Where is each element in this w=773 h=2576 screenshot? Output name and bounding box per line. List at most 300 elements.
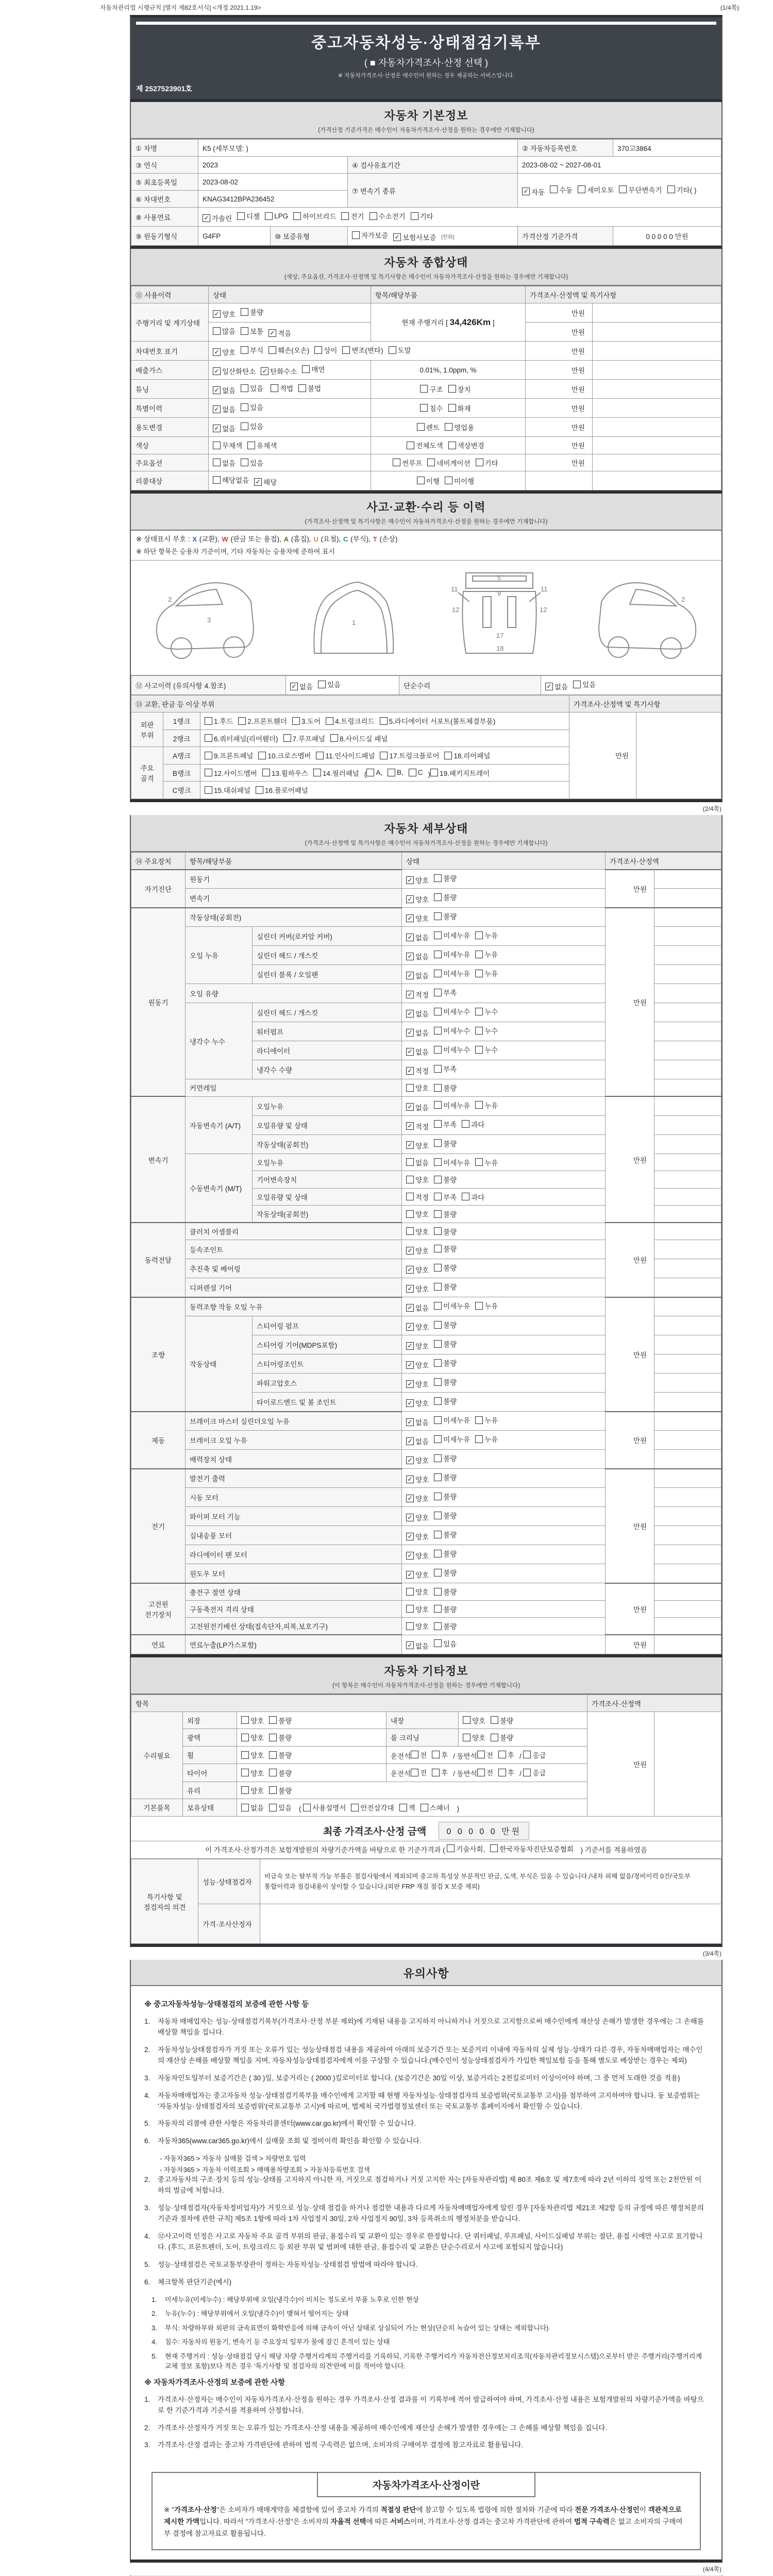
checkbox-option[interactable] xyxy=(490,1843,573,1854)
checkbox-option[interactable] xyxy=(269,1732,292,1742)
checkbox-option[interactable] xyxy=(434,1226,457,1236)
checkbox-option[interactable] xyxy=(475,1025,498,1036)
checkbox[interactable] xyxy=(313,769,321,776)
checkbox[interactable] xyxy=(434,1321,442,1329)
checkbox-option[interactable] xyxy=(298,383,321,393)
checkbox-option[interactable] xyxy=(406,1302,429,1313)
checkbox-checked[interactable]: ✓ xyxy=(406,1514,414,1521)
checkbox-option[interactable] xyxy=(213,423,236,433)
checkbox-option[interactable] xyxy=(420,384,443,394)
checkbox-option[interactable] xyxy=(434,1586,457,1597)
checkbox[interactable] xyxy=(302,365,310,373)
checkbox[interactable] xyxy=(269,1769,277,1776)
checkbox-option[interactable] xyxy=(406,1493,429,1503)
checkbox-option[interactable] xyxy=(522,187,545,197)
checkbox-option[interactable] xyxy=(342,345,383,355)
checkbox[interactable] xyxy=(262,769,270,776)
checkbox[interactable] xyxy=(434,1493,442,1500)
checkbox[interactable] xyxy=(269,1716,277,1724)
checkbox-option[interactable] xyxy=(205,768,257,778)
checkbox-option[interactable] xyxy=(261,366,297,376)
checkbox-option[interactable] xyxy=(491,1732,513,1742)
checkbox[interactable] xyxy=(523,1769,531,1776)
checkbox[interactable] xyxy=(434,989,442,996)
checkbox-option[interactable] xyxy=(434,1491,457,1501)
checkbox[interactable] xyxy=(303,1804,311,1811)
checkbox[interactable] xyxy=(393,459,400,466)
checkbox-option[interactable] xyxy=(326,716,374,726)
checkbox[interactable] xyxy=(475,931,483,939)
checkbox[interactable] xyxy=(434,1435,442,1443)
checkbox[interactable] xyxy=(241,308,248,316)
checkbox-option[interactable] xyxy=(290,681,313,691)
checkbox-checked[interactable]: ✓ xyxy=(203,214,210,222)
checkbox-checked[interactable]: ✓ xyxy=(406,1641,414,1649)
checkbox[interactable] xyxy=(318,681,326,688)
checkbox-option[interactable] xyxy=(432,1750,448,1760)
checkbox-option[interactable] xyxy=(205,785,250,795)
checkbox[interactable] xyxy=(434,1065,442,1073)
checkbox-option[interactable] xyxy=(434,968,470,978)
checkbox-option[interactable] xyxy=(475,949,498,959)
checkbox[interactable] xyxy=(445,477,452,484)
checkbox[interactable] xyxy=(434,1588,442,1596)
checkbox[interactable] xyxy=(399,1804,407,1811)
checkbox-checked[interactable]: ✓ xyxy=(254,478,262,486)
checkbox-option[interactable] xyxy=(406,989,429,999)
checkbox-checked[interactable]: ✓ xyxy=(406,1285,414,1293)
checkbox-checked[interactable]: ✓ xyxy=(406,1266,414,1274)
checkbox-option[interactable] xyxy=(406,1436,429,1446)
checkbox[interactable] xyxy=(205,786,212,794)
checkbox-option[interactable] xyxy=(406,1157,429,1167)
checkbox-option[interactable] xyxy=(269,1750,292,1760)
checkbox-option[interactable] xyxy=(463,1732,485,1742)
checkbox-option[interactable] xyxy=(463,1715,485,1725)
checkbox-checked[interactable]: ✓ xyxy=(406,953,414,960)
checkbox[interactable] xyxy=(448,442,456,449)
checkbox-option[interactable] xyxy=(213,440,242,450)
checkbox[interactable] xyxy=(241,1734,249,1741)
checkbox-option[interactable] xyxy=(380,716,496,726)
checkbox[interactable] xyxy=(316,752,324,759)
checkbox[interactable] xyxy=(269,1734,277,1741)
checkbox[interactable] xyxy=(389,346,396,354)
checkbox[interactable] xyxy=(434,1158,442,1166)
checkbox-option[interactable] xyxy=(237,211,260,221)
checkbox-option[interactable] xyxy=(406,1245,429,1256)
checkbox[interactable] xyxy=(420,385,428,393)
checkbox[interactable] xyxy=(475,1416,483,1424)
checkbox-option[interactable] xyxy=(434,1358,457,1368)
checkbox[interactable] xyxy=(341,212,349,220)
checkbox[interactable] xyxy=(444,752,452,759)
checkbox-checked[interactable]: ✓ xyxy=(213,367,221,375)
checkbox-option[interactable] xyxy=(434,1377,457,1387)
checkbox-checked[interactable]: ✓ xyxy=(406,1495,414,1502)
checkbox-option[interactable] xyxy=(475,1300,498,1311)
checkbox[interactable] xyxy=(213,442,221,449)
checkbox-option[interactable] xyxy=(247,440,277,450)
checkbox[interactable] xyxy=(434,912,442,920)
checkbox[interactable] xyxy=(352,231,360,239)
checkbox[interactable] xyxy=(241,1786,249,1794)
checkbox-option[interactable] xyxy=(203,213,232,223)
checkbox[interactable] xyxy=(241,384,248,392)
checkbox[interactable] xyxy=(434,1397,442,1405)
checkbox-option[interactable] xyxy=(213,457,236,468)
checkbox[interactable] xyxy=(406,1176,414,1183)
checkbox-option[interactable] xyxy=(417,476,440,486)
checkbox[interactable] xyxy=(462,1120,469,1128)
checkbox[interactable] xyxy=(434,951,442,958)
checkbox-option[interactable] xyxy=(475,1415,498,1425)
checkbox-checked[interactable]: ✓ xyxy=(406,1476,414,1483)
checkbox-checked[interactable]: ✓ xyxy=(406,914,414,922)
checkbox-option[interactable] xyxy=(241,421,263,431)
checkbox[interactable] xyxy=(406,1210,414,1218)
checkbox[interactable] xyxy=(406,1158,414,1166)
checkbox-option[interactable] xyxy=(406,1192,429,1202)
checkbox-option[interactable] xyxy=(434,1209,457,1219)
checkbox-option[interactable] xyxy=(265,212,288,220)
checkbox[interactable] xyxy=(434,893,442,901)
checkbox[interactable] xyxy=(434,1027,442,1035)
checkbox[interactable] xyxy=(265,212,273,220)
checkbox-checked[interactable]: ✓ xyxy=(406,934,414,941)
checkbox-option[interactable] xyxy=(477,1767,493,1777)
checkbox-option[interactable] xyxy=(475,968,498,978)
checkbox-option[interactable] xyxy=(313,768,359,778)
checkbox[interactable] xyxy=(417,477,425,484)
checkbox-option[interactable] xyxy=(406,1604,429,1614)
checkbox-option[interactable] xyxy=(406,1082,429,1093)
checkbox-option[interactable] xyxy=(434,1638,457,1649)
checkbox[interactable] xyxy=(434,1473,442,1481)
checkbox-option[interactable] xyxy=(406,1321,429,1332)
checkbox[interactable] xyxy=(388,769,395,776)
checkbox-option[interactable] xyxy=(406,1046,429,1057)
checkbox[interactable] xyxy=(380,717,388,725)
checkbox-option[interactable] xyxy=(432,1767,448,1777)
checkbox-option[interactable] xyxy=(406,1455,429,1465)
checkbox-option[interactable] xyxy=(369,211,406,221)
checkbox-option[interactable] xyxy=(406,1121,429,1131)
checkbox-checked[interactable]: ✓ xyxy=(406,1067,414,1075)
checkbox[interactable] xyxy=(409,769,416,776)
checkbox[interactable] xyxy=(434,1176,442,1183)
checkbox-option[interactable] xyxy=(434,1548,457,1558)
checkbox-option[interactable] xyxy=(434,1119,457,1129)
checkbox[interactable] xyxy=(434,1227,442,1235)
checkbox-option[interactable] xyxy=(434,1063,457,1074)
checkbox-option[interactable] xyxy=(434,1529,457,1539)
checkbox-option[interactable] xyxy=(293,211,336,221)
checkbox[interactable] xyxy=(434,1283,442,1291)
checkbox-option[interactable] xyxy=(434,1281,457,1292)
checkbox-option[interactable] xyxy=(434,1396,457,1406)
checkbox-option[interactable] xyxy=(388,769,404,776)
checkbox[interactable] xyxy=(434,1245,442,1252)
checkbox-checked[interactable]: ✓ xyxy=(406,1342,414,1350)
checkbox[interactable] xyxy=(351,1804,359,1811)
checkbox[interactable] xyxy=(326,717,333,725)
checkbox-option[interactable] xyxy=(498,1767,514,1777)
checkbox[interactable] xyxy=(406,1622,414,1630)
checkbox-option[interactable] xyxy=(434,1415,470,1425)
checkbox-option[interactable] xyxy=(406,1417,429,1427)
checkbox-checked[interactable]: ✓ xyxy=(406,1029,414,1037)
checkbox[interactable] xyxy=(241,1769,249,1776)
checkbox[interactable] xyxy=(238,717,246,725)
checkbox-checked[interactable]: ✓ xyxy=(406,1380,414,1388)
checkbox-option[interactable] xyxy=(316,750,375,760)
checkbox-option[interactable] xyxy=(241,402,263,412)
checkbox-checked[interactable]: ✓ xyxy=(393,233,401,241)
checkbox[interactable] xyxy=(475,1158,483,1166)
checkbox-option[interactable] xyxy=(406,1264,429,1275)
checkbox-option[interactable] xyxy=(434,1044,470,1055)
checkbox-option[interactable] xyxy=(409,769,423,776)
checkbox-option[interactable] xyxy=(238,716,287,726)
checkbox-checked[interactable]: ✓ xyxy=(406,1437,414,1445)
checkbox-option[interactable] xyxy=(366,769,382,776)
checkbox-option[interactable] xyxy=(434,911,457,921)
checkbox-option[interactable] xyxy=(550,184,573,195)
checkbox[interactable] xyxy=(411,212,418,220)
checkbox-option[interactable] xyxy=(241,1715,264,1725)
checkbox[interactable] xyxy=(432,1769,440,1776)
checkbox-option[interactable] xyxy=(292,716,321,726)
checkbox-option[interactable] xyxy=(434,1174,457,1184)
checkbox[interactable] xyxy=(406,1588,414,1596)
checkbox-checked[interactable]: ✓ xyxy=(406,1048,414,1056)
checkbox-option[interactable] xyxy=(578,184,614,195)
checkbox[interactable] xyxy=(445,423,452,431)
checkbox-option[interactable] xyxy=(268,345,309,355)
checkbox[interactable] xyxy=(434,1531,442,1538)
checkbox-option[interactable] xyxy=(407,440,443,450)
checkbox-option[interactable] xyxy=(434,1100,470,1110)
checkbox[interactable] xyxy=(241,346,248,354)
checkbox-option[interactable] xyxy=(406,1008,429,1019)
checkbox[interactable] xyxy=(432,1751,440,1758)
checkbox[interactable] xyxy=(434,1302,442,1310)
checkbox-option[interactable] xyxy=(213,326,236,336)
checkbox[interactable] xyxy=(406,1193,414,1200)
checkbox-option[interactable] xyxy=(434,1006,470,1016)
checkbox[interactable] xyxy=(434,1639,442,1647)
checkbox-checked[interactable]: ✓ xyxy=(406,1456,414,1464)
checkbox-option[interactable] xyxy=(434,1082,457,1093)
checkbox[interactable] xyxy=(434,1622,442,1630)
checkbox-option[interactable] xyxy=(352,230,388,240)
checkbox-option[interactable] xyxy=(330,733,388,743)
checkbox-checked[interactable]: ✓ xyxy=(213,310,221,318)
checkbox-checked[interactable]: ✓ xyxy=(406,1418,414,1426)
checkbox[interactable] xyxy=(430,769,438,776)
checkbox-option[interactable] xyxy=(269,1715,292,1725)
checkbox-option[interactable] xyxy=(406,1283,429,1294)
checkbox[interactable] xyxy=(434,970,442,977)
checkbox[interactable] xyxy=(667,185,675,193)
checkbox-checked[interactable]: ✓ xyxy=(406,1141,414,1149)
checkbox[interactable] xyxy=(420,404,428,412)
checkbox-option[interactable] xyxy=(430,768,490,778)
checkbox-option[interactable] xyxy=(213,385,236,395)
checkbox[interactable] xyxy=(241,1804,249,1811)
checkbox-option[interactable] xyxy=(268,328,291,338)
checkbox[interactable] xyxy=(434,1605,442,1613)
checkbox-option[interactable] xyxy=(406,1140,429,1150)
checkbox[interactable] xyxy=(434,1512,442,1519)
checkbox-option[interactable] xyxy=(303,1802,346,1812)
checkbox[interactable] xyxy=(271,384,278,392)
checkbox-option[interactable] xyxy=(445,422,474,432)
checkbox-checked[interactable]: ✓ xyxy=(406,1323,414,1331)
checkbox-checked[interactable]: ✓ xyxy=(213,405,221,413)
checkbox[interactable] xyxy=(434,1084,442,1092)
checkbox-option[interactable] xyxy=(406,1341,429,1351)
checkbox-option[interactable] xyxy=(406,951,429,961)
checkbox[interactable] xyxy=(269,1751,277,1759)
checkbox[interactable] xyxy=(434,1550,442,1557)
checkbox[interactable] xyxy=(417,423,425,431)
checkbox-checked[interactable]: ✓ xyxy=(406,895,414,903)
checkbox-option[interactable] xyxy=(406,1102,429,1112)
checkbox[interactable] xyxy=(406,1605,414,1613)
checkbox-option[interactable] xyxy=(619,184,662,195)
checkbox-option[interactable] xyxy=(477,1750,493,1760)
checkbox-option[interactable] xyxy=(434,892,457,902)
checkbox[interactable] xyxy=(237,212,245,220)
checkbox-option[interactable] xyxy=(269,1802,292,1812)
checkbox-checked[interactable]: ✓ xyxy=(406,1247,414,1255)
checkbox-option[interactable] xyxy=(241,1785,264,1795)
checkbox-option[interactable] xyxy=(254,477,277,487)
checkbox[interactable] xyxy=(366,769,374,776)
checkbox-option[interactable] xyxy=(406,1569,429,1580)
checkbox[interactable] xyxy=(205,717,212,725)
checkbox[interactable] xyxy=(476,459,483,466)
checkbox[interactable] xyxy=(448,385,456,393)
checkbox-option[interactable] xyxy=(445,476,474,486)
checkbox[interactable] xyxy=(342,346,350,354)
checkbox-option[interactable] xyxy=(448,384,471,394)
checkbox-option[interactable] xyxy=(302,364,325,374)
checkbox[interactable] xyxy=(213,476,221,484)
checkbox-option[interactable] xyxy=(406,1640,429,1651)
checkbox-option[interactable] xyxy=(406,1621,429,1631)
checkbox[interactable] xyxy=(241,403,248,411)
checkbox-option[interactable] xyxy=(380,750,439,760)
checkbox-option[interactable] xyxy=(406,1398,429,1408)
checkbox[interactable] xyxy=(477,1751,485,1758)
checkbox[interactable] xyxy=(475,1027,483,1035)
checkbox-option[interactable] xyxy=(256,785,308,795)
checkbox-option[interactable] xyxy=(475,1434,498,1444)
checkbox[interactable] xyxy=(434,1101,442,1109)
checkbox[interactable] xyxy=(448,404,456,412)
checkbox-checked[interactable]: ✓ xyxy=(406,1533,414,1540)
checkbox-option[interactable] xyxy=(434,1453,457,1463)
checkbox-checked[interactable]: ✓ xyxy=(406,1571,414,1579)
checkbox-option[interactable] xyxy=(213,474,249,485)
checkbox[interactable] xyxy=(292,717,300,725)
checkbox-option[interactable] xyxy=(434,1025,470,1036)
checkbox-option[interactable] xyxy=(406,1550,429,1561)
checkbox[interactable] xyxy=(247,442,255,449)
checkbox[interactable] xyxy=(434,1139,442,1147)
checkbox-option[interactable] xyxy=(434,1472,457,1482)
checkbox-option[interactable] xyxy=(434,1138,457,1148)
checkbox-option[interactable] xyxy=(475,1157,498,1167)
checkbox-option[interactable] xyxy=(476,457,498,468)
checkbox[interactable] xyxy=(411,1769,418,1776)
checkbox-option[interactable] xyxy=(427,457,470,468)
checkbox-option[interactable] xyxy=(341,211,364,221)
checkbox-option[interactable] xyxy=(406,1586,429,1597)
checkbox-option[interactable] xyxy=(411,1767,427,1777)
checkbox-option[interactable] xyxy=(406,1209,429,1219)
checkbox-option[interactable] xyxy=(406,913,429,923)
checkbox-checked[interactable]: ✓ xyxy=(545,683,553,690)
checkbox-checked[interactable]: ✓ xyxy=(290,683,298,690)
checkbox[interactable] xyxy=(407,442,414,449)
checkbox-option[interactable] xyxy=(241,1732,264,1742)
checkbox-option[interactable] xyxy=(462,1192,484,1202)
checkbox[interactable] xyxy=(406,1084,414,1092)
checkbox-option[interactable] xyxy=(241,1768,264,1778)
checkbox[interactable] xyxy=(475,1435,483,1443)
checkbox-option[interactable] xyxy=(523,1767,546,1777)
checkbox[interactable] xyxy=(578,185,585,193)
checkbox-option[interactable] xyxy=(434,1604,457,1614)
checkbox[interactable] xyxy=(475,951,483,958)
checkbox-option[interactable] xyxy=(523,1750,546,1760)
checkbox-option[interactable] xyxy=(475,1100,498,1110)
checkbox-option[interactable] xyxy=(545,681,568,691)
checkbox[interactable] xyxy=(434,874,442,882)
checkbox[interactable] xyxy=(619,185,627,193)
checkbox-option[interactable] xyxy=(205,716,233,726)
checkbox-option[interactable] xyxy=(406,894,429,904)
checkbox-checked[interactable]: ✓ xyxy=(406,1122,414,1130)
checkbox-option[interactable] xyxy=(241,1750,264,1760)
checkbox-option[interactable] xyxy=(269,1785,292,1795)
checkbox-checked[interactable]: ✓ xyxy=(406,1103,414,1111)
checkbox[interactable] xyxy=(241,1751,249,1759)
checkbox-option[interactable] xyxy=(406,932,429,942)
checkbox-checked[interactable]: ✓ xyxy=(406,1552,414,1560)
checkbox-option[interactable] xyxy=(406,970,429,980)
checkbox-option[interactable] xyxy=(421,1802,450,1812)
checkbox-option[interactable] xyxy=(434,1621,457,1631)
checkbox-option[interactable] xyxy=(434,1192,457,1202)
checkbox[interactable] xyxy=(434,1046,442,1054)
checkbox-option[interactable] xyxy=(399,1802,415,1812)
checkbox-option[interactable] xyxy=(406,1360,429,1370)
checkbox[interactable] xyxy=(477,1769,485,1776)
checkbox-option[interactable] xyxy=(393,232,436,242)
checkbox-option[interactable] xyxy=(434,1338,457,1349)
checkbox[interactable] xyxy=(406,1227,414,1235)
checkbox-option[interactable] xyxy=(491,1715,513,1725)
checkbox[interactable] xyxy=(298,384,306,392)
checkbox-option[interactable] xyxy=(241,307,263,317)
checkbox[interactable] xyxy=(434,1378,442,1386)
checkbox[interactable] xyxy=(434,1416,442,1424)
